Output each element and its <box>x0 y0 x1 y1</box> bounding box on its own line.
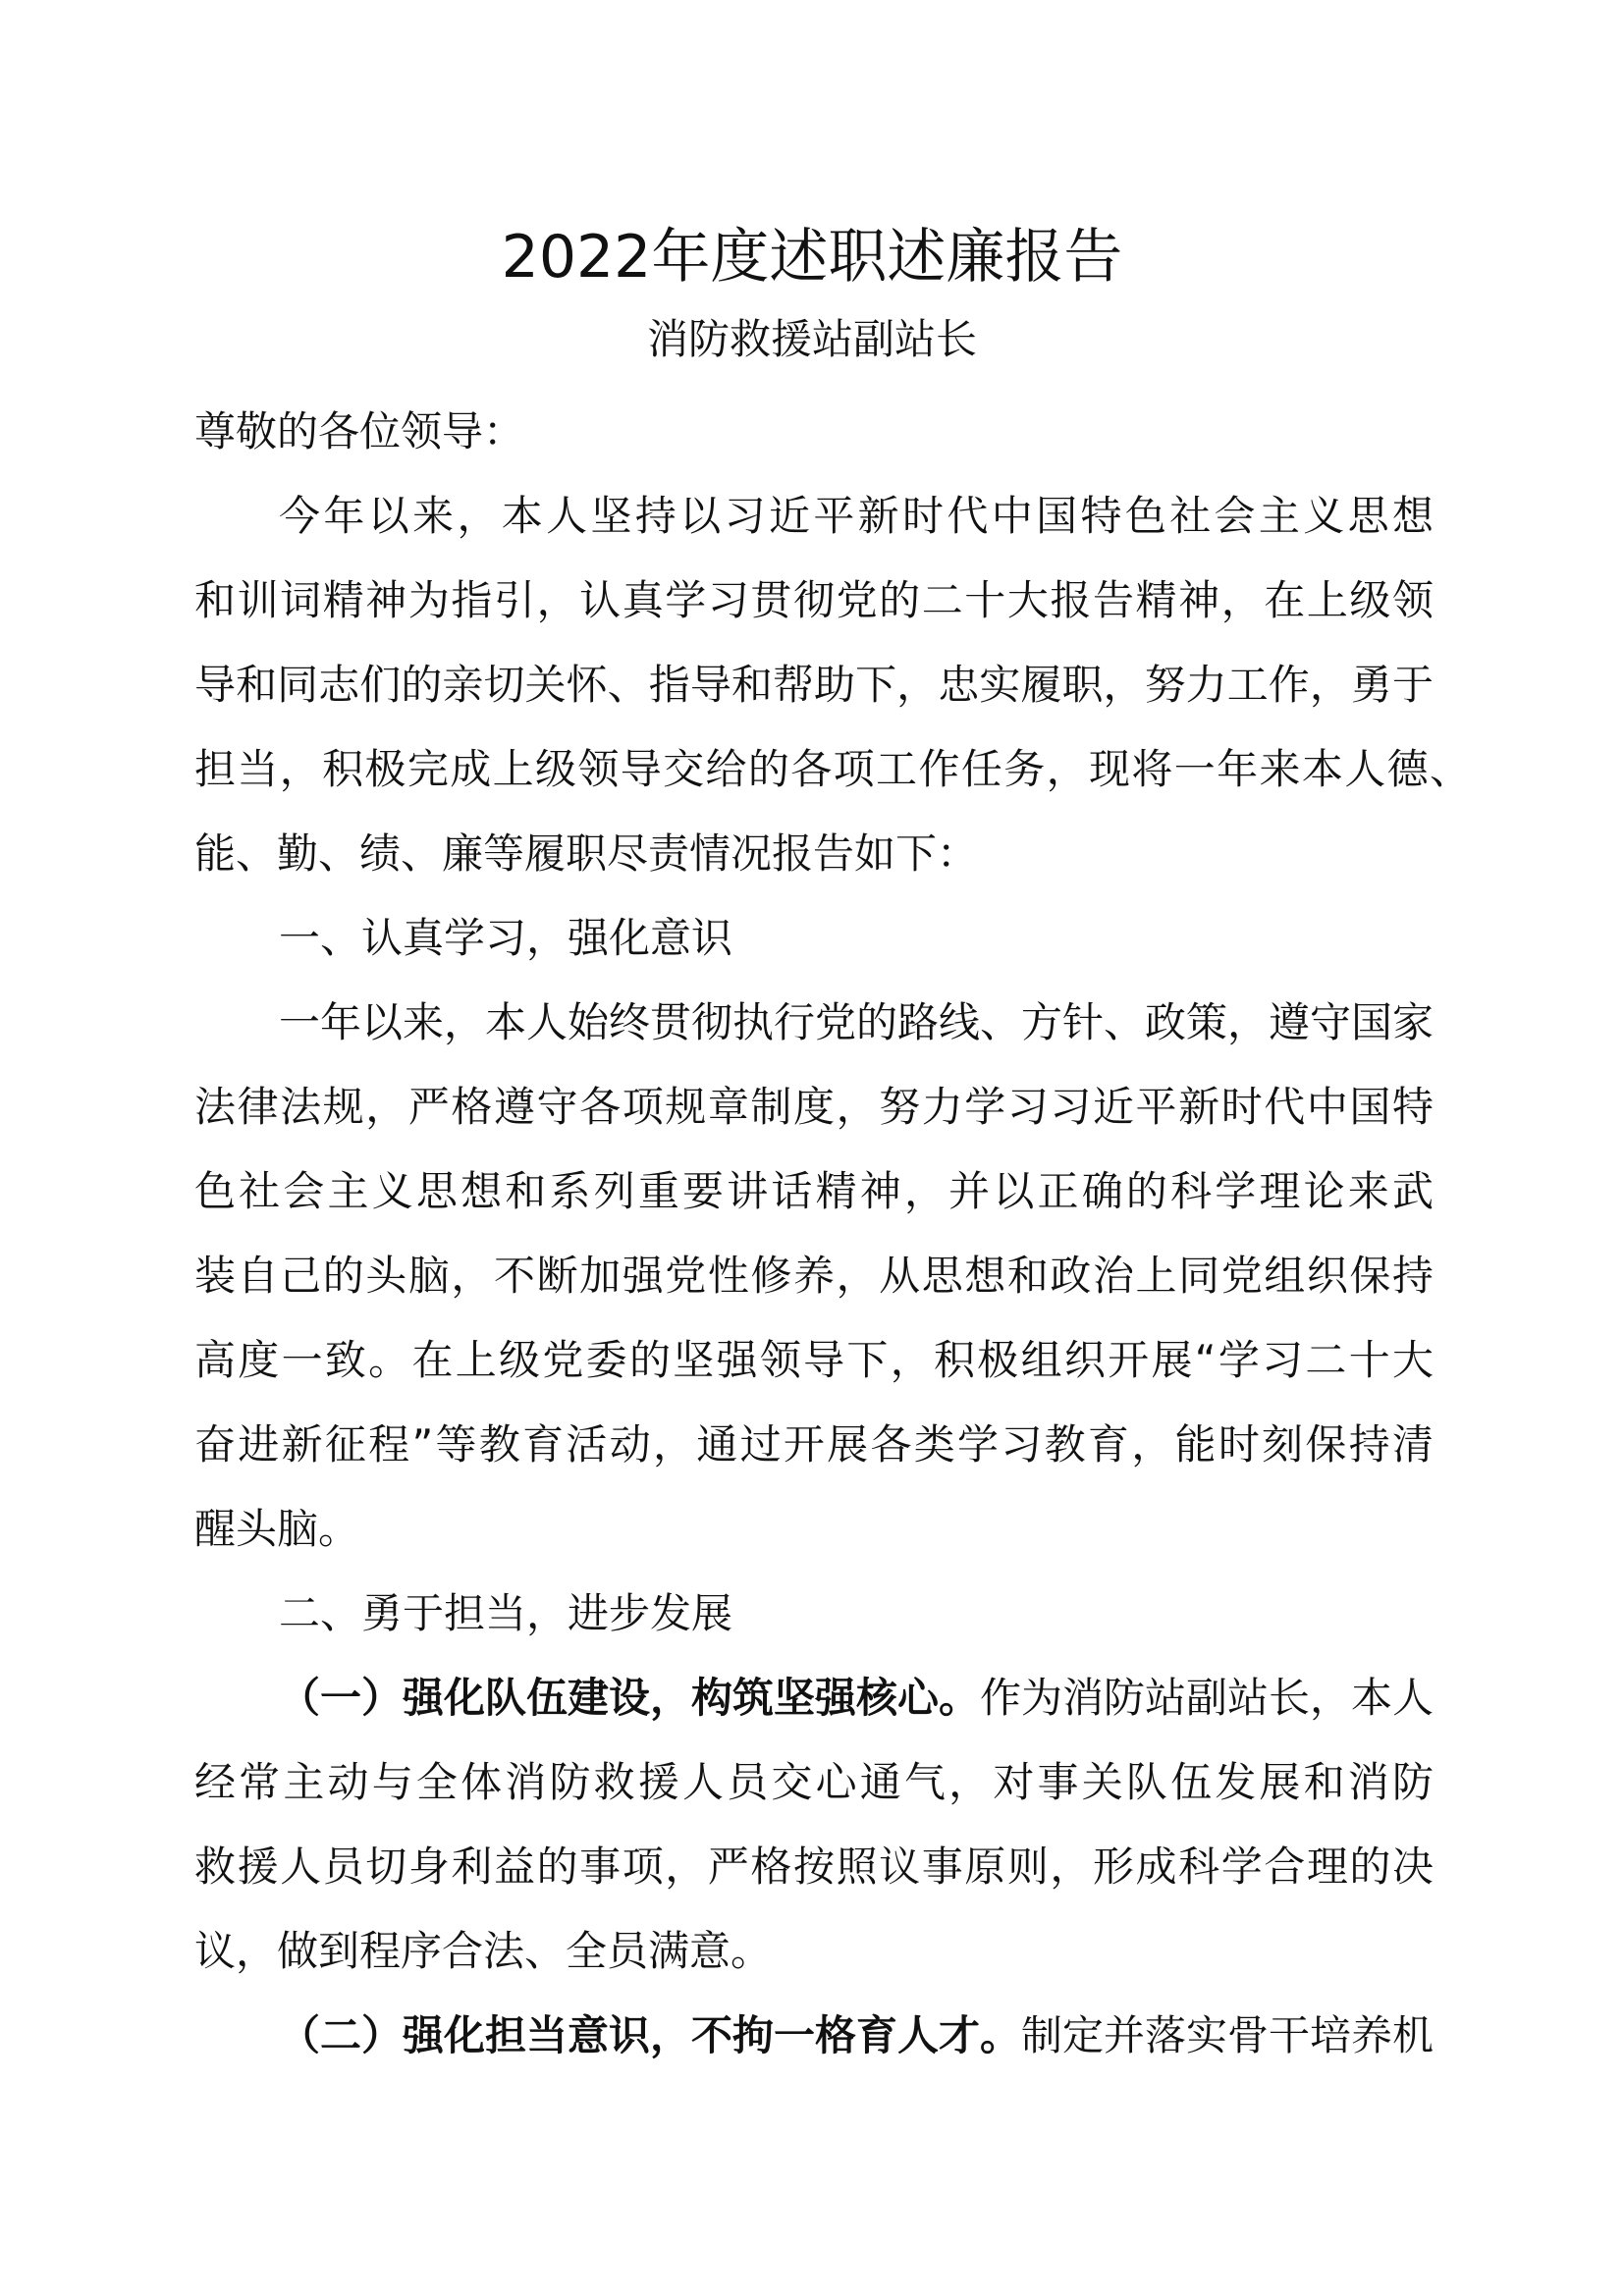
item2-first-rest: 制定并落实骨干培养机 <box>1021 2011 1435 2059</box>
section2-item1-line: 救援人员切身利益的事项，严格按照议事原则，形成科学合理的决 <box>194 1842 1434 1891</box>
section2-item2-first-line <box>279 2006 1434 2065</box>
document-title: 2022年度述职述廉报告 <box>501 223 1123 292</box>
section1-line: 醒头脑。 <box>194 1505 360 1553</box>
section2-item1-line: 议，做到程序合法、全员满意。 <box>194 1927 773 1975</box>
intro-line: 能、勤、绩、廉等履职尽责情况报告如下： <box>194 829 979 878</box>
section1-line: 奋进新征程”等教育活动，通过开展各类学习教育，能时刻保持清 <box>194 1420 1434 1468</box>
intro-line: 今年以来，本人坚持以习近平新时代中国特色社会主义思想 <box>279 492 1434 540</box>
intro-line: 和训词精神为指引，认真学习贯彻党的二十大报告精神，在上级领 <box>194 576 1434 624</box>
section1-line: 装自己的头脑，不断加强党性修养，从思想和政治上同党组织保持 <box>194 1252 1434 1300</box>
section2-item1-line: 经常主动与全体消防救援人员交心通气，对事关队伍发展和消防 <box>194 1758 1434 1806</box>
section2-item1-first-line <box>279 1669 1434 1728</box>
section1-line: 一年以来，本人始终贯彻执行党的路线、方针、政策，遵守国家 <box>279 998 1435 1046</box>
section-heading-1: 一、认真学习，强化意识 <box>279 914 733 962</box>
item1-first-rest: 作为消防站副站长，本人 <box>980 1674 1435 1722</box>
section-heading-2: 二、勇于担当，进步发展 <box>279 1589 733 1637</box>
section1-line: 色社会主义思想和系列重要讲话精神，并以正确的科学理论来武 <box>194 1167 1434 1215</box>
item2-bold-lead: （二）强化担当意识，不拘一格育人才。 <box>279 2011 1022 2059</box>
section1-line: 法律法规，严格遵守各项规章制度，努力学习习近平新时代中国特 <box>194 1083 1434 1131</box>
salutation: 尊敬的各位领导： <box>194 407 525 455</box>
item1-bold-lead: （一）强化队伍建设，构筑坚强核心。 <box>279 1674 981 1722</box>
intro-line: 导和同志们的亲切关怀、指导和帮助下，忠实履职，努力工作，勇于 <box>194 661 1434 709</box>
intro-line: 担当，积极完成上级领导交给的各项工作任务，现将一年来本人德、 <box>194 745 1471 793</box>
document-subtitle: 消防救援站副站长 <box>646 315 977 363</box>
section1-line: 高度一致。在上级党委的坚强领导下，积极组织开展“学习二十大 <box>194 1336 1434 1384</box>
